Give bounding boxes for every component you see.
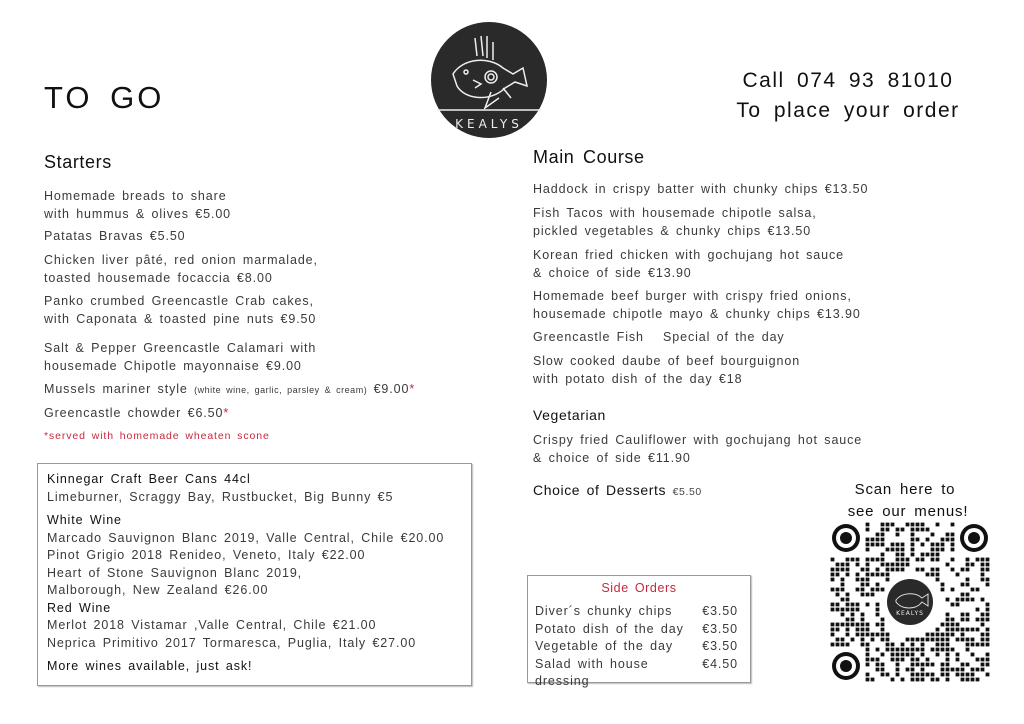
scone-footnote: *served with homemade wheaten scone [44, 430, 270, 442]
wine-line: Malborough, New Zealand €26.00 [47, 583, 269, 597]
side-item [535, 656, 738, 691]
main-item [533, 247, 844, 282]
side-item-price: €3.50 [702, 621, 738, 636]
more-wines-note: More wines available, just ask! [47, 659, 253, 673]
starter-item [44, 252, 318, 287]
side-item [535, 621, 738, 639]
item-line: Greencastle Fish Special of the day [533, 330, 785, 344]
main-course-heading: Main Course [533, 147, 645, 167]
item-note: (white wine, garlic, parsley & cream) [194, 385, 368, 395]
qr-logo-text: KEALYS [896, 610, 924, 617]
item-line: Haddock in crispy batter with chunky chips €13.50 [533, 182, 869, 196]
white-wine-heading: White Wine [47, 513, 122, 527]
side-orders-list [535, 603, 738, 691]
side-item [535, 603, 738, 621]
item-name: Greencastle chowder €6.50 [44, 406, 224, 420]
main-item [533, 205, 817, 240]
item-line: Salt & Pepper Greencastle Calamari with [44, 341, 317, 355]
svg-text:KEALYS: KEALYS [455, 117, 523, 131]
desserts-line [533, 482, 702, 498]
main-item [533, 288, 861, 323]
starter-item [44, 188, 231, 223]
kealys-logo [431, 22, 547, 138]
wine-line: Marcado Sauvignon Blanc 2019, Valle Central, Chile €20.00 [47, 530, 445, 545]
vegetarian-item [533, 432, 862, 467]
side-item-name: Potato dish of the day [535, 621, 684, 636]
item-line: Fish Tacos with housemade chipotle salsa, [533, 206, 817, 220]
drinks-list [47, 471, 444, 676]
item-line: Korean fried chicken with gochujang hot sauce [533, 248, 844, 262]
beer-line: Limeburner, Scraggy Bay, Rustbucket, Big Bunny €5 [47, 489, 394, 504]
wine-line: Merlot 2018 Vistamar ,Valle Central, Chile €21.00 [47, 618, 377, 632]
item-line: & choice of side €13.90 [533, 265, 692, 280]
wine-line: Heart of Stone Sauvignon Blanc 2019, [47, 565, 303, 580]
item-line: Homemade breads to share [44, 189, 227, 203]
fish-logo-icon [431, 22, 547, 138]
qr-code[interactable] [830, 522, 990, 682]
asterisk-mark: * [409, 382, 416, 396]
main-item [533, 181, 868, 199]
item-line: toasted housemade focaccia €8.00 [44, 270, 273, 285]
scan-text-line2: see our menus! [847, 503, 969, 520]
item-line: pickled vegetables & chunky chips €13.50 [533, 223, 812, 238]
asterisk-mark: * [223, 406, 230, 420]
beer-heading: Kinnegar Craft Beer Cans 44cl [47, 472, 251, 486]
drinks-box [37, 463, 472, 686]
side-item-name: Diver´s chunky chips [535, 604, 673, 618]
side-item-name: Vegetable of the day [535, 639, 673, 653]
side-orders-box [527, 575, 751, 688]
qr-logo-icon [887, 579, 933, 625]
item-name: Mussels mariner style [44, 382, 188, 396]
starter-item [44, 293, 316, 328]
desserts-price: €5.50 [672, 486, 702, 498]
call-number: Call 074 93 81010 [742, 69, 954, 92]
qr-code-icon[interactable] [830, 522, 990, 682]
order-instruction: To place your order [736, 99, 960, 122]
wine-line: Pinot Grigio 2018 Renideo, Veneto, Italy €22.00 [47, 548, 366, 562]
item-line: Chicken liver pâté, red onion marmalade, [44, 253, 318, 267]
item-line: with hummus & olives €5.00 [44, 206, 232, 221]
item-line: Slow cooked daube of beef bourguignon [533, 354, 801, 368]
scan-text-line1: Scan here to [854, 481, 956, 498]
side-item-price: €3.50 [702, 604, 738, 618]
item-line: Panko crumbed Greencastle Crab cakes, [44, 294, 314, 308]
item-price: €9.00 [373, 382, 410, 396]
starters-heading: Starters [44, 152, 112, 172]
starter-item-chowder [44, 405, 229, 423]
item-line: Crispy fried Cauliflower with gochujang hot sauce [533, 433, 863, 447]
main-item [533, 353, 800, 388]
side-orders-heading: Side Orders [601, 581, 677, 595]
item-line: with potato dish of the day €18 [533, 371, 743, 386]
wine-line: Neprica Primitivo 2017 Tormaresca, Puglia, Italy €27.00 [47, 635, 417, 650]
starter-item-mussels [44, 381, 415, 400]
side-item-name: Salad with house dressing [535, 656, 649, 688]
qr-finder-mark [840, 660, 852, 672]
red-wine-heading: Red Wine [47, 600, 112, 615]
side-item-price: €4.50 [702, 656, 738, 671]
item-line: with Caponata & toasted pine nuts €9.50 [44, 311, 317, 326]
desserts-label: Choice of Desserts [533, 482, 667, 498]
starter-item [44, 340, 316, 375]
main-item [533, 329, 785, 347]
item-line: & choice of side €11.90 [533, 450, 691, 465]
page-title: TO GO [44, 80, 165, 115]
item-line: Homemade beef burger with crispy fried onions, [533, 289, 852, 303]
item-line: Patatas Bravas €5.50 [44, 229, 186, 243]
qr-finder-mark [840, 532, 852, 544]
starter-item [44, 228, 186, 246]
item-line: housemade Chipotle mayonnaise €9.00 [44, 358, 302, 373]
vegetarian-heading: Vegetarian [533, 407, 606, 423]
qr-finder-mark [968, 532, 980, 544]
item-line: housemade chipotle mayo & chunky chips €13.90 [533, 306, 861, 321]
side-item-price: €3.50 [702, 639, 738, 653]
side-item [535, 638, 738, 656]
